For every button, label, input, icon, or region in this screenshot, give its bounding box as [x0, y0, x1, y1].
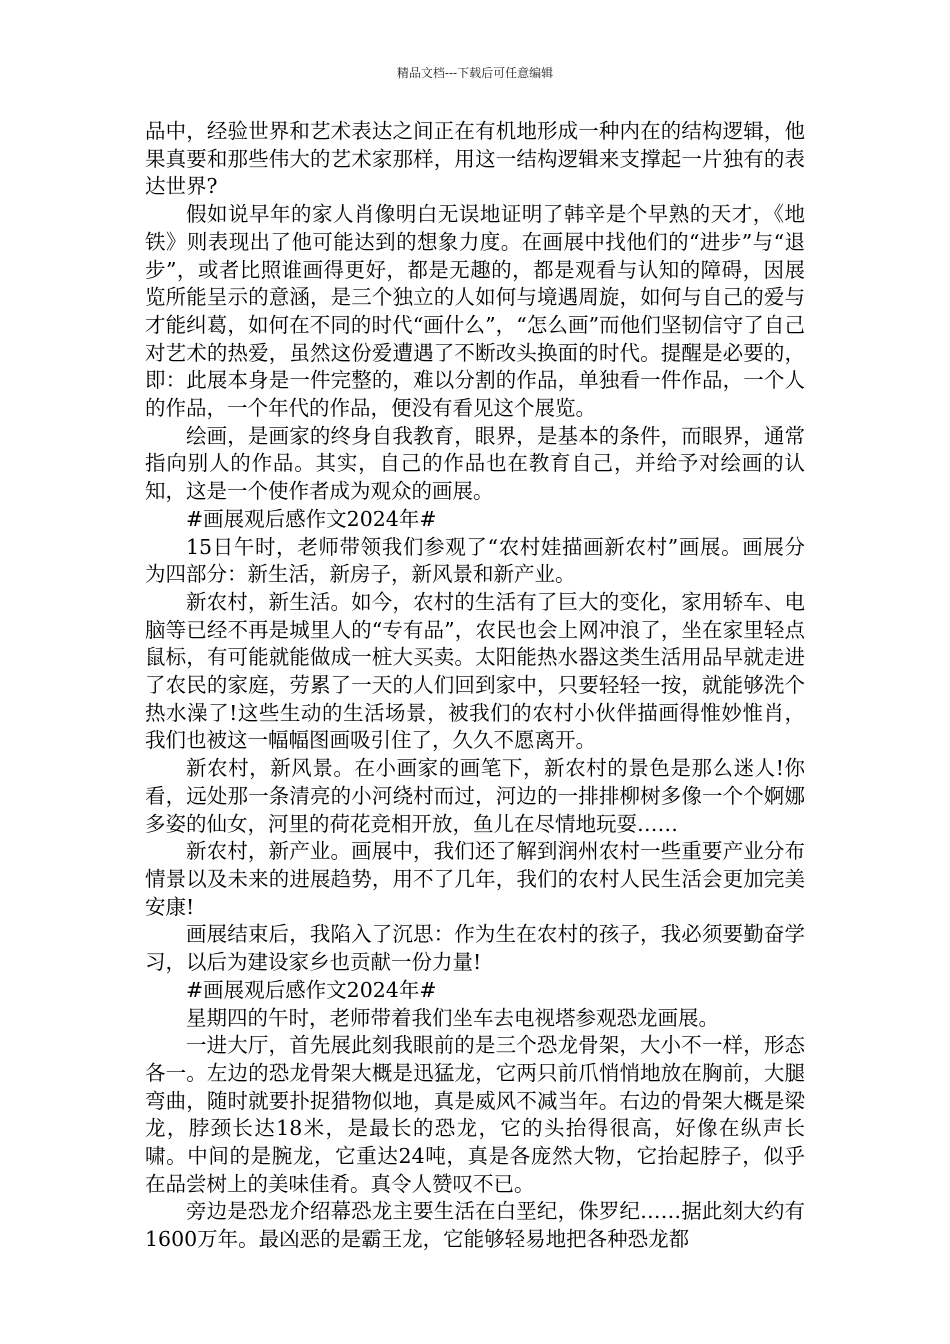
paragraph: 旁边是恐龙介绍幕恐龙主要生活在白垩纪，侏罗纪……据此刻大约有1600万年。最凶恶的是霸王龙，它能够轻易地把各种恐龙都	[145, 1199, 805, 1252]
paragraph: 星期四的午时，老师带着我们坐车去电视塔参观恐龙画展。	[186, 1005, 719, 1030]
paragraph: 15日午时，老师带领我们参观了“农村娃描画新农村”画展。画展分为四部分：新生活，新房子，新风景和新产业。	[145, 534, 805, 587]
paragraph: 假如说早年的家人肖像明白无误地证明了韩辛是个早熟的天才，《地铁》则表现出了他可能达到的想象力度。在画展中找他们的“进步”与“退步”，或者比照谁画得更好，都是无趣的，都是观看与认知的障碍，因展览所能呈示的意涵，是三个独立的人如何与境遇周旋，如何与自己的爱与才能纠葛，如何在不同的时代“画什么”，“怎么画”而他们坚韧信守了自己对艺术的热爱，虽然这份爱遭遇了不断改头换面的时代。提醒是必要的，即：此展本身是一件完整的，难以分割的作品，单独看一件作品，一个人的作品，一个年代的作品，便没有看见这个展览。	[145, 202, 805, 421]
page-header: 精品文档---下载后可任意编辑	[396, 66, 554, 80]
paragraph: 新农村，新生活。如今，农村的生活有了巨大的变化，家用轿车、电脑等已经不再是城里人的“专有品”，农民也会上网冲浪了，坐在家里轻点鼠标，有可能就能做成一桩大买卖。太阳能热水器这类生活用品早就走进了农民的家庭，劳累了一天的人们回到家中，只要轻轻一按，就能够洗个热水澡了!这些生动的生活场景，被我们的农村小伙伴描画得惟妙惟肖，我们也被这一幅幅图画吸引住了，久久不愿离开。	[145, 589, 805, 753]
paragraph: 新农村，新产业。画展中，我们还了解到润州农村一些重要产业分布情景以及未来的进展趋势，用不了几年，我们的农村人民生活会更加完美安康!	[145, 839, 805, 919]
paragraph: 新农村，新风景。在小画家的画笔下，新农村的景色是那么迷人!你看，远处那一条清亮的小河绕村而过，河边的一排排柳树多像一个个婀娜多姿的仙女，河里的荷花竞相开放，鱼儿在尽情地玩耍……	[145, 756, 805, 836]
section-heading: #画展观后感作文2024年#	[186, 977, 437, 1002]
paragraph: 一进大厅，首先展此刻我眼前的是三个恐龙骨架，大小不一样，形态各一。左边的恐龙骨架大概是迅猛龙，它两只前爪悄悄地放在胸前，大腿弯曲，随时就要扑捉猎物似地，真是威风不减当年。右边的骨架大概是梁龙，脖颈长达18米，是最长的恐龙，它的头抬得很高，好像在纵声长啸。中间的是腕龙，它重达24吨，真是各庞然大物，它抬起脖子，似乎在品尝树上的美味佳肴。真令人赞叹不已。	[145, 1033, 805, 1196]
document-body	[145, 118, 805, 1254]
section-heading: #画展观后感作文2024年#	[186, 506, 437, 531]
paragraph: 品中，经验世界和艺术表达之间正在有机地形成一种内在的结构逻辑，他果真要和那些伟大的艺术家那样，用这一结构逻辑来支撑起一片独有的表达世界?	[145, 119, 805, 199]
paragraph: 绘画，是画家的终身自我教育，眼界，是基本的条件，而眼界，通常指向别人的作品。其实，自己的作品也在教育自己，并给予对绘画的认知，这是一个使作者成为观众的画展。	[145, 423, 805, 504]
paragraph: 画展结束后，我陷入了沉思：作为生在农村的孩子，我必须要勤奋学习，以后为建设家乡也贡献一份力量!	[145, 922, 805, 975]
